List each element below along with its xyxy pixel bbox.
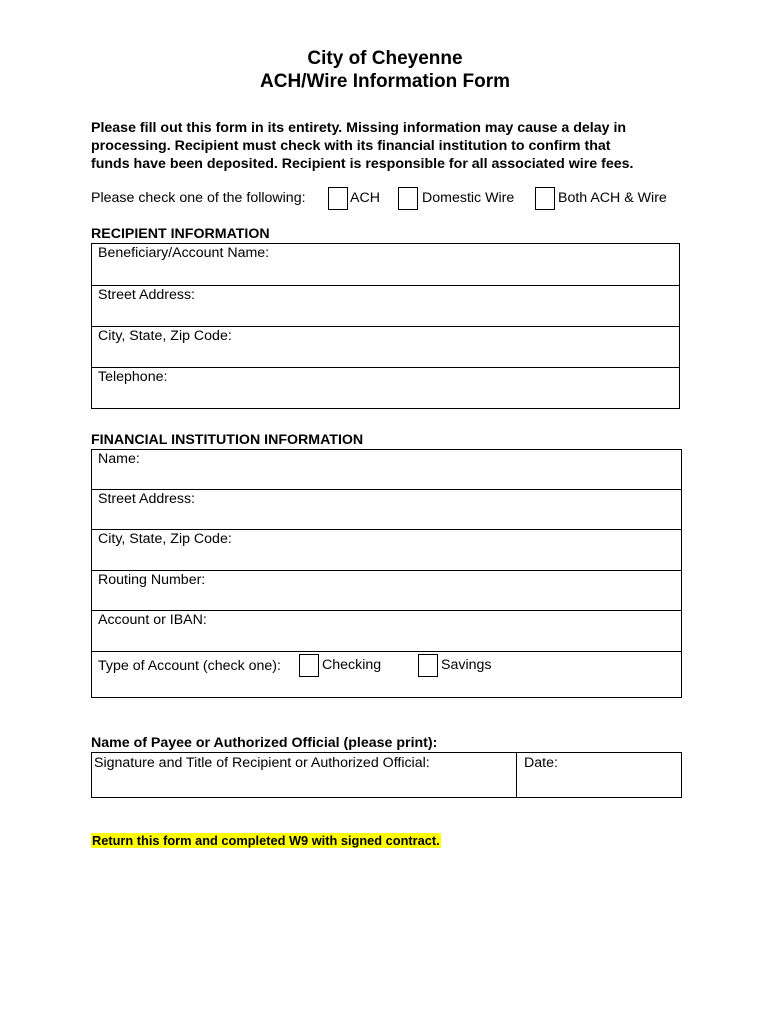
- checking-checkbox[interactable]: [299, 654, 319, 677]
- recipient-street-address-field[interactable]: [92, 286, 679, 327]
- financial-section-heading: FINANCIAL INSTITUTION INFORMATION: [91, 432, 364, 448]
- recipient-city-state-zip-field[interactable]: [92, 327, 679, 368]
- field-label: Street Address:: [98, 491, 195, 507]
- instructions-paragraph: [91, 119, 691, 173]
- form-title-city: City of Cheyenne: [307, 48, 463, 69]
- bank-city-state-zip-field[interactable]: [92, 530, 681, 571]
- date-field[interactable]: [517, 753, 681, 797]
- form-title: ACH/Wire Information Form: [260, 71, 510, 92]
- domestic-wire-option-label: Domestic Wire: [422, 190, 515, 206]
- field-label: Routing Number:: [98, 572, 206, 588]
- account-iban-field[interactable]: [92, 611, 681, 652]
- instructions-line: Please fill out this form in its entirety. Missing information may cause a delay in: [91, 120, 627, 136]
- signature-field[interactable]: [92, 753, 517, 797]
- recipient-telephone-field[interactable]: [92, 368, 679, 409]
- return-instructions-note: Return this form and completed W9 with signed contract.: [92, 833, 440, 848]
- field-label: Name:: [98, 451, 140, 467]
- savings-option-label: Savings: [441, 657, 492, 673]
- field-label: Beneficiary/Account Name:: [98, 245, 270, 261]
- routing-number-field[interactable]: [92, 571, 681, 611]
- account-type-row: [92, 652, 681, 697]
- checking-option-label: Checking: [322, 657, 382, 673]
- payment-type-prompt: Please check one of the following:: [91, 190, 306, 206]
- field-label: Account or IBAN:: [98, 612, 207, 628]
- field-label: Telephone:: [98, 369, 168, 385]
- field-label: City, State, Zip Code:: [98, 328, 232, 344]
- ach-option-label: ACH: [350, 190, 380, 206]
- recipient-section-heading: RECIPIENT INFORMATION: [91, 226, 270, 242]
- signature-label: Signature and Title of Recipient or Authorized Official:: [94, 755, 430, 771]
- both-ach-wire-option-label: Both ACH & Wire: [558, 190, 667, 206]
- bank-street-address-field[interactable]: [92, 490, 681, 530]
- beneficiary-name-field[interactable]: [92, 244, 679, 286]
- instructions-line: processing. Recipient must check with its financial institution to confirm that: [91, 138, 611, 154]
- account-type-label: Type of Account (check one):: [98, 658, 281, 674]
- signature-table: [91, 752, 682, 798]
- payee-name-heading: Name of Payee or Authorized Official (please print):: [91, 735, 438, 751]
- bank-name-field[interactable]: [92, 450, 681, 490]
- recipient-info-table: [91, 243, 680, 409]
- both-ach-wire-checkbox[interactable]: [535, 187, 555, 210]
- field-label: City, State, Zip Code:: [98, 531, 232, 547]
- date-label: Date:: [524, 755, 558, 771]
- instructions-line: funds have been deposited. Recipient is responsible for all associated wire fees.: [91, 156, 634, 172]
- financial-info-table: [91, 449, 682, 698]
- ach-checkbox[interactable]: [328, 187, 348, 210]
- field-label: Street Address:: [98, 287, 195, 303]
- domestic-wire-checkbox[interactable]: [398, 187, 418, 210]
- savings-checkbox[interactable]: [418, 654, 438, 677]
